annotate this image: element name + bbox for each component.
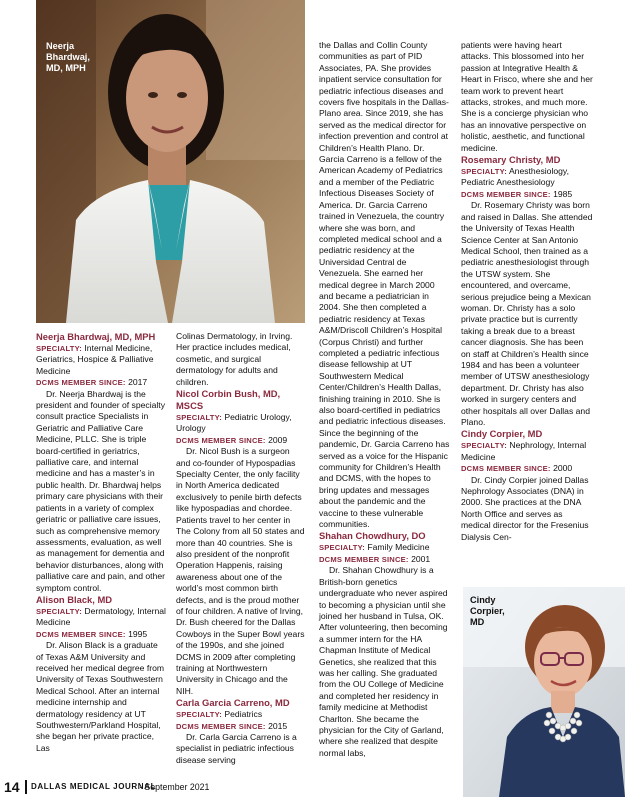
column-3 bbox=[319, 40, 450, 759]
member-since-value: 2017 bbox=[128, 377, 148, 388]
member-since-label: DCMS MEMBER SINCE: bbox=[176, 721, 266, 731]
physician-name: Nicol Corbin Bush, MD, MSCS bbox=[176, 388, 281, 412]
member-since-label: DCMS MEMBER SINCE: bbox=[36, 378, 126, 388]
specialty-value: Dermatology, Internal Medicine bbox=[36, 605, 166, 628]
caption-line: MD bbox=[470, 617, 485, 627]
member-since-label: DCMS MEMBER SINCE: bbox=[176, 435, 266, 445]
physician-bio: Dr. Rosemary Christy was born and raised in Dallas. She attended the University of Texas Health Science Center at San Antonio Medical School, then trained as a pediatric anesthesiologist through the UTSW system. She encountered, and overcame, serious prejudice being a Mexican woman. Dr. Christy has a solo private practice but is currently taking a break due to a breast cancer diagnosis. She has been on staff at Children’s Health since 1984 and has been a volunteer member of UTSW anesthesiology department. Dr. Christy has also worked in surgery centers and other hospitals all over Dallas and Plano. bbox=[461, 200, 593, 427]
member-since-value: 2009 bbox=[268, 434, 288, 445]
member-since-line bbox=[461, 463, 593, 474]
physician-bio: Dr. Neerja Bhardwaj is the president and founder of specialty consult practice Specialists in Geriatric and Palliative Care Medicine, PLLC. She is triple board-certified in geriatrics, palliative care, and internal medicine and has a master’s in public health. Dr. Bhardwaj helps primary care physicians with their patients in a variety of complex geriatric or palliative care issues, such as comprehensive memory assessments, evaluation, as well as management for dementia and behavior disturbances, along with palliative care and pain, and other symptom control. bbox=[36, 388, 165, 593]
member-since-label: DCMS MEMBER SINCE: bbox=[319, 554, 409, 564]
journal-name: DALLAS MEDICAL JOURNAL bbox=[31, 782, 157, 791]
physician-name: Neerja Bhardwaj, MD, MPH bbox=[36, 331, 156, 342]
continued-text: the Dallas and Collin County communities as part of PID Associates, PA. She provides inpatient service consultation for pediatric infectious diseases and covers five hospitals in the Dallas-Plano area. Since 2019, she has served as the medical director for infection prevention and control at Children’s Health Plano. Dr. Garcia Carreno is a fellow of the American Academy of Pediatrics and a member of the Pediatric Infectious Diseases Society of America. Dr. Garcia Carreno trained in Venezuela, the country where she was born, and completed medical school and a pediatric residency at the Universidad Central de Venezuela. She earned her medical degree in March 2000 and became a pediatrician in 2004. She then completed a pediatric residency at Texas A&M/Driscoll Children’s Hospital (Corpus Christi) and further completed a pediatric infectious disease fellowship at UT Southwestern Medical Center/Children’s Health Dallas, finishing training in 2010. She is also board-certified in pediatrics and pediatric infectious diseases. Since the beginning of the pandemic, Dr. Garcia Carreno has served as a voice for the Hispanic community for Children’s Health and DCMS, with the hopes to bring updates and messages about the pandemic and the vaccine to these vulnerable communities. bbox=[319, 40, 450, 530]
specialty-value: Internal Medicine, Geriatrics, Hospice & Palliative Medicine bbox=[36, 343, 154, 376]
specialty-line bbox=[461, 440, 593, 463]
physician-name: Shahan Chowdhury, DO bbox=[319, 530, 426, 542]
column-2 bbox=[176, 331, 306, 766]
specialty-value: Pediatrics bbox=[224, 709, 263, 720]
specialty-line bbox=[176, 709, 306, 720]
member-since-value: 2015 bbox=[268, 720, 288, 731]
physician-name: Carla Garcia Carreno, MD bbox=[176, 697, 290, 709]
member-since-line bbox=[461, 189, 593, 200]
specialty-value: Anesthesiology, Pediatric Anesthesiology bbox=[461, 166, 569, 188]
member-since-label: DCMS MEMBER SINCE: bbox=[461, 189, 551, 199]
member-since-value: 1995 bbox=[128, 628, 148, 639]
specialty-line bbox=[36, 343, 167, 377]
physician-name: Rosemary Christy, MD bbox=[461, 154, 561, 166]
member-since-line bbox=[319, 554, 450, 565]
caption-line: Bhardwaj, bbox=[46, 52, 90, 62]
continued-text: Colinas Dermatology, in Irving. Her practice includes medical, cosmetic, and surgical dermatology for adults and children. bbox=[176, 331, 293, 387]
specialty-line bbox=[461, 166, 593, 189]
member-since-line bbox=[176, 435, 306, 446]
page-number: 14 bbox=[4, 779, 20, 795]
footer-divider bbox=[25, 780, 27, 794]
specialty-label: SPECIALTY: bbox=[461, 441, 508, 451]
member-since-value: 2000 bbox=[553, 463, 573, 474]
physician-bio: Dr. Cindy Corpier joined Dallas Nephrology Associates (DNA) in 2000. She practices at the DNA North Office and serves as medical director for the Fresenius Dialysis Cen- bbox=[461, 474, 589, 542]
caption-line: Neerja bbox=[46, 41, 75, 51]
member-since-label: DCMS MEMBER SINCE: bbox=[36, 629, 126, 639]
specialty-label: SPECIALTY: bbox=[36, 606, 83, 616]
member-since-value: 2001 bbox=[411, 553, 431, 564]
continued-text: patients were having heart attacks. This blossomed into her passion at Integrative Health & Heart in Frisco, where she and her team work to prevent heart attacks, strokes, and much more. She is a concierge physician who has an innovative perspective on holistic, aesthetic, and functional medicine. bbox=[461, 40, 593, 153]
specialty-label: SPECIALTY: bbox=[319, 543, 366, 553]
specialty-line bbox=[176, 412, 306, 435]
specialty-value: Family Medicine bbox=[367, 542, 430, 553]
physician-bio: Dr. Alison Black is a graduate of Texas A&M University and received her medical degree from University of Texas Southwestern Medical School. After an internal medicine internship and dermatology residency at UT Southwestern/Parkland Hospital, she began her private practice, Las bbox=[36, 640, 165, 753]
caption-line: Corpier, bbox=[470, 606, 505, 616]
specialty-line bbox=[319, 542, 450, 553]
physician-name: Cindy Corpier, MD bbox=[461, 428, 543, 440]
member-since-value: 1985 bbox=[553, 188, 573, 199]
caption-line: MD, MPH bbox=[46, 63, 86, 73]
column-1 bbox=[36, 331, 167, 754]
physician-bio: Dr. Nicol Bush is a surgeon and co-founder of Hypospadias Specialty Center, the only facility in North America dedicated exclusively to penile birth defects like hypospadias and chordee. Patients travel to her center in The Colony from all 50 states and more than 40 countries. She is also president of the nonprofit Operation Happenis, raising awareness about one of the world’s most common birth defects, and is the proud mother of four children. A native of Irving, Dr. Bush cheered for the Dallas Cowboys in the Super Bowl years of the 1990s, and she joined DCMS in 2009 after completing training at Northwestern University in Chicago and the NIH. bbox=[176, 446, 305, 696]
photo-caption-cindy bbox=[470, 595, 505, 628]
specialty-label: SPECIALTY: bbox=[36, 344, 83, 353]
issue-date: · September 2021 bbox=[139, 782, 210, 792]
specialty-value: Nephrology, Internal Medicine bbox=[461, 440, 587, 462]
specialty-label: SPECIALTY: bbox=[176, 710, 223, 720]
specialty-value: Pediatric Urology, Urology bbox=[176, 412, 292, 434]
photo-caption-neerja bbox=[46, 41, 90, 74]
member-since-line bbox=[36, 629, 167, 640]
physician-bio: Dr. Carla Garcia Carreno is a specialist in pediatric infectious disease serving bbox=[176, 732, 297, 765]
member-since-line bbox=[176, 721, 306, 732]
physician-name: Alison Black, MD bbox=[36, 593, 113, 605]
physician-bio: Dr. Shahan Chowdhury is a British-born genetics undergraduate who never aspired to becoming a physician until she joined her husband in Tulsa, OK. After volunteering, then becoming a summer intern for the HA Chapman Institute of Medical Genetics, she realized that this was her calling. She graduated from the OU College of Medicine and completed her residency in family medicine at Methodist Charlton. She became the physician for the City of Garland, where she realized that despite normal labs, bbox=[319, 565, 448, 758]
specialty-line bbox=[36, 606, 167, 629]
specialty-label: SPECIALTY: bbox=[461, 167, 508, 177]
member-since-line bbox=[36, 377, 167, 388]
page-footer bbox=[0, 777, 625, 797]
column-4 bbox=[461, 40, 593, 543]
specialty-label: SPECIALTY: bbox=[176, 413, 223, 423]
caption-line: Cindy bbox=[470, 595, 496, 605]
member-since-label: DCMS MEMBER SINCE: bbox=[461, 464, 551, 474]
